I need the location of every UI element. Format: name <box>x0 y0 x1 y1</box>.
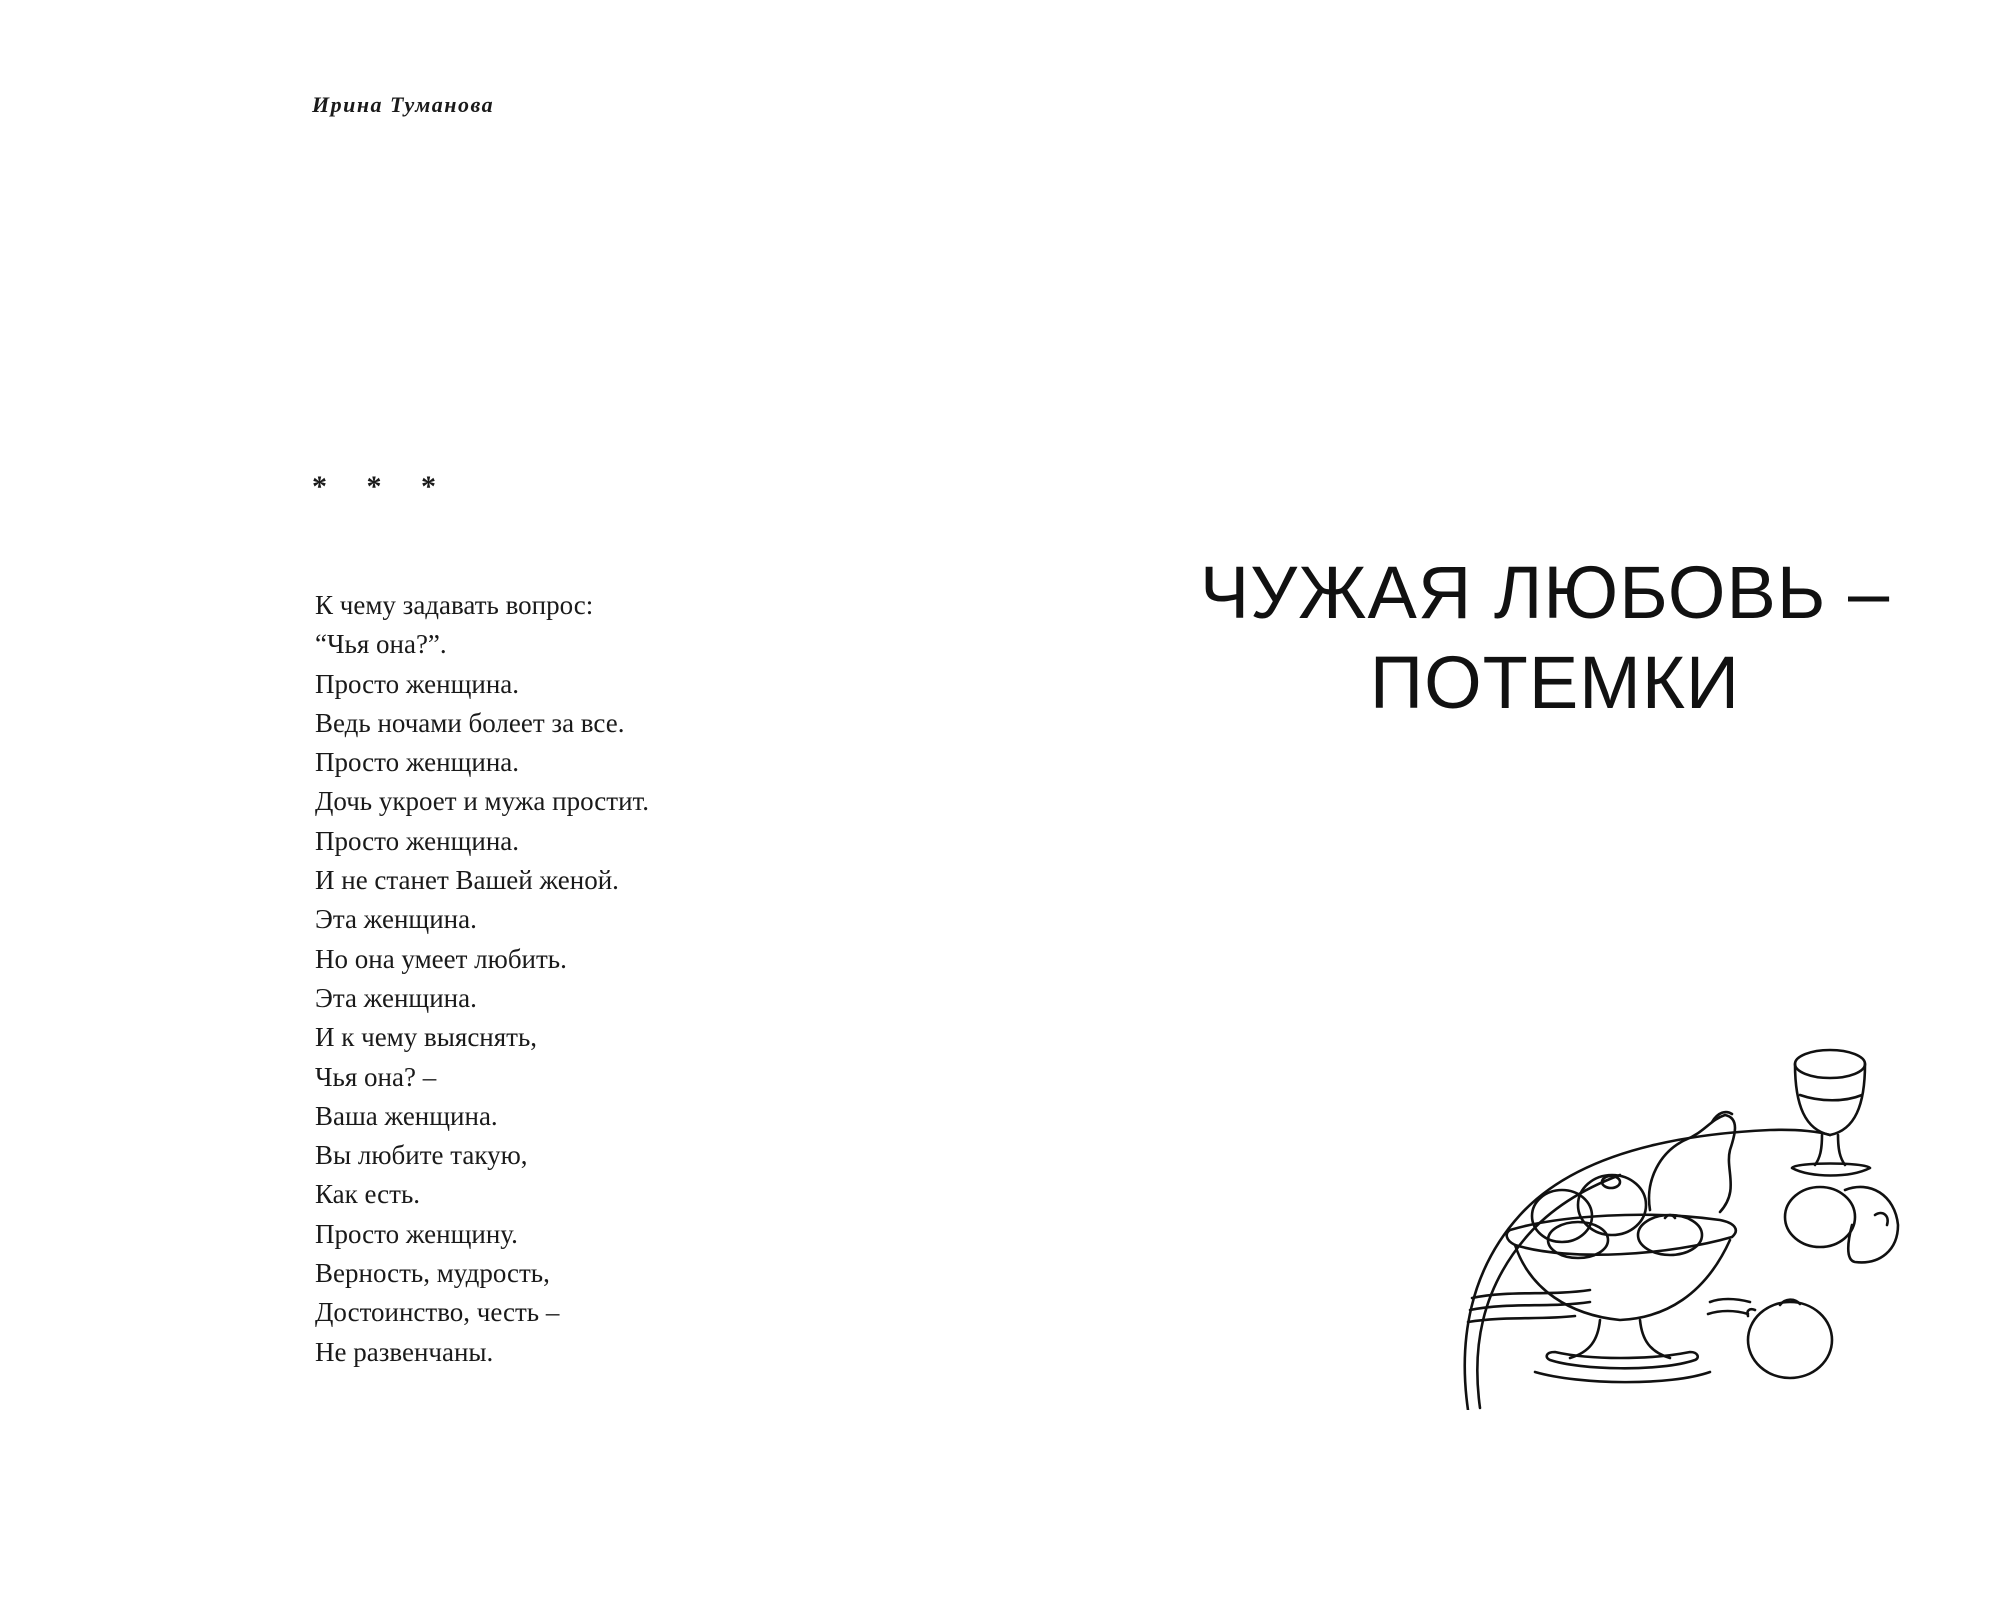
poem-line: Как есть. <box>315 1179 421 1210</box>
poem-line: Ведь ночами болеет за все. <box>315 707 625 738</box>
poem-line: Чья она? – <box>315 1061 437 1092</box>
asterism: * * * <box>312 470 452 503</box>
poem-line: Достоинство, честь – <box>315 1297 560 1328</box>
poem-line: Просто женщина. <box>315 825 520 856</box>
table-edge-inner <box>1477 1175 1620 1408</box>
poem-line: Вы любите такую, <box>315 1140 528 1171</box>
still-life-illustration <box>1450 1040 1900 1410</box>
poem-line: Дочь укроет и мужа простит. <box>315 786 650 817</box>
poem-line: Верность, мудрость, <box>315 1258 550 1289</box>
poem-line: Но она умеет любить. <box>315 943 567 974</box>
section-title <box>1000 548 2000 728</box>
poem-line: Не развенчаны. <box>315 1336 494 1367</box>
section-title-line-1: ЧУЖАЯ ЛЮБОВЬ – <box>1199 551 1891 634</box>
poem-line: К чему задавать вопрос: <box>315 590 594 620</box>
running-head-author: Ирина Туманова <box>312 92 495 117</box>
poem <box>315 586 649 1372</box>
poem-line: Эта женщина. <box>315 982 477 1013</box>
section-title-line-2: ПОТЕМКИ <box>1369 641 1741 724</box>
poem-line: Эта женщина. <box>315 904 477 935</box>
poem-line: Просто женщину. <box>315 1218 518 1249</box>
poem-line: “Чья она?”. <box>315 629 447 660</box>
poem-line: Просто женщина. <box>315 668 520 699</box>
poem-line: Ваша женщина. <box>315 1100 498 1131</box>
pear <box>1649 1115 1735 1212</box>
poem-line: И не станет Вашей женой. <box>315 865 619 896</box>
poem-line: Просто женщина. <box>315 747 520 778</box>
right-page <box>1000 0 2000 1611</box>
apple-cut <box>1845 1187 1898 1262</box>
poem-line: И к чему выяснять, <box>315 1022 538 1053</box>
